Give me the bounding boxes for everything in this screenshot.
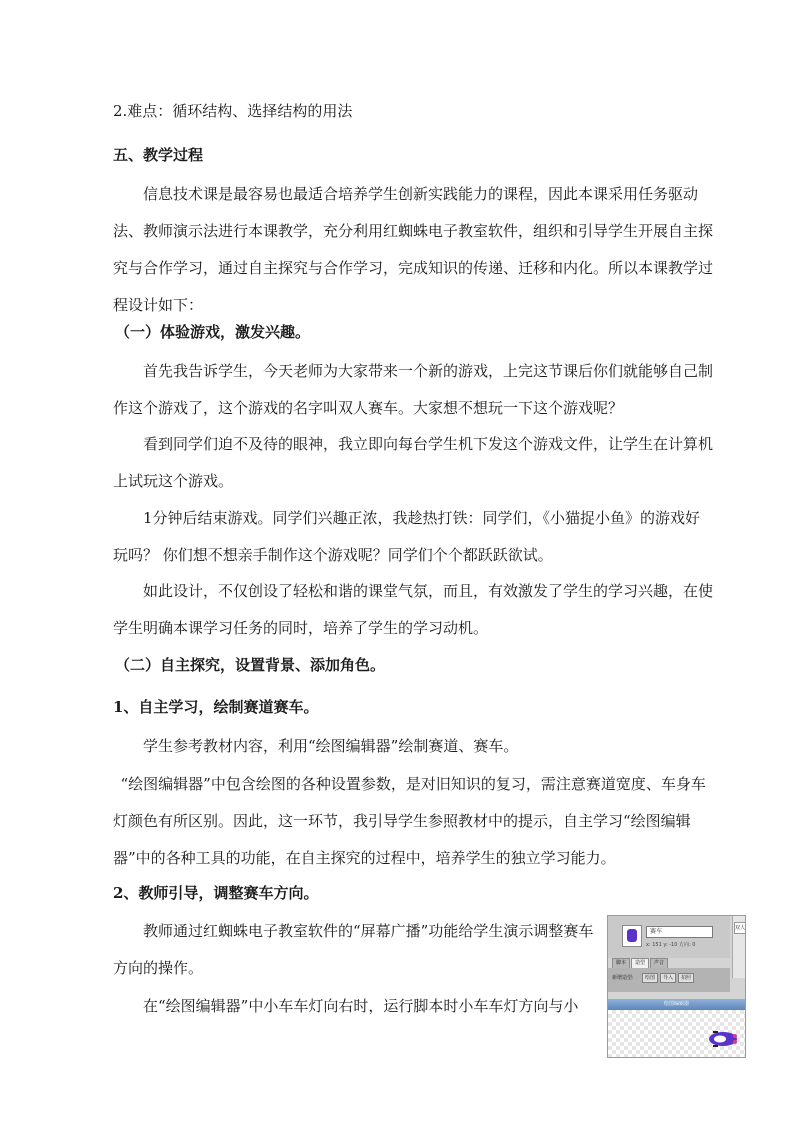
part-one-paragraph-3: 1分钟后结束游戏。同学们兴趣正浓，我趁热打铁：同学们，《小猫捉小鱼》的游戏好玩吗？ 你们想不想亲手制作这个游戏呢？同学们个个都跃跃欲试。 bbox=[113, 509, 701, 564]
part-two-heading: （二）自主探究，设置背景、添加角色。 bbox=[115, 656, 386, 674]
paint-button[interactable]: 绘图 bbox=[642, 973, 658, 983]
race-car-sprite bbox=[707, 1030, 739, 1048]
sprite-info-bar bbox=[608, 916, 730, 958]
stage-side-tab[interactable]: 双人 bbox=[734, 922, 746, 934]
step-one-paragraph-1: 学生参考教材内容，利用“绘图编辑器”绘制赛道、赛车。 bbox=[143, 737, 519, 755]
scratch-editor-screenshot bbox=[607, 915, 746, 1058]
camera-button[interactable]: 拍照 bbox=[678, 973, 694, 983]
sprite-name-field[interactable]: 赛车 bbox=[646, 926, 713, 938]
step-one-heading: 1、自主学习，绘制赛道赛车。 bbox=[113, 698, 319, 716]
editor-tabs bbox=[612, 958, 669, 968]
paint-canvas[interactable] bbox=[608, 1010, 745, 1057]
part-one-paragraph-1: 首先我告诉学生，今天老师为大家带来一个新的游戏，上完这节课后你们就能够自己制作这个游戏了，这个游戏的名字叫双人赛车。大家想不想玩一下这个游戏呢？ bbox=[113, 362, 714, 417]
new-costume-row bbox=[608, 968, 730, 992]
part-one-heading: （一）体验游戏，激发兴趣。 bbox=[115, 323, 311, 341]
new-costume-label: 新增造型: bbox=[612, 975, 634, 981]
step-two-paragraph-1: 教师通过红蜘蛛电子教室软件的“屏幕广播”功能给学生演示调整赛车方向的操作。 bbox=[113, 922, 594, 977]
tab-sounds[interactable]: 声音 bbox=[650, 958, 668, 968]
tab-costumes[interactable]: 造型 bbox=[631, 958, 649, 968]
intro-paragraph: 信息技术课是最容易也最适合培养学生创新实践能力的课程，因此本课采用任务驱动法、教师演示法进行本课教学，充分利用红蜘蛛电子教室软件，组织和引导学生开展自主探究与合作学习，通过自主探究与合作学习，完成知识的传递、迁移和内化。所以本课教学过程设计如下： bbox=[113, 185, 714, 314]
part-one-paragraph-4: 如此设计，不仅创设了轻松和谐的课堂气氛，而且，有效激发了学生的学习兴趣，在使学生明确本课学习任务的同时，培养了学生的学习动机。 bbox=[113, 582, 714, 637]
section-heading-teaching-process: 五、教学过程 bbox=[113, 146, 204, 164]
step-one-paragraph-2: “绘图编辑器”中包含绘图的各种设置参数，是对旧知识的复习，需注意赛道宽度、车身车灯颜色有所区别。因此，这一环节，我引导学生参照教材中的提示，自主学习“绘图编辑器”中的各种工具的功能，在自主探究的过程中，培养学生的独立学习能力。 bbox=[113, 775, 706, 867]
difficulty-line: 2.难点：循环结构、选择结构的用法 bbox=[113, 102, 353, 120]
paint-editor-title: 绘图编辑器 bbox=[663, 1001, 689, 1007]
tab-scripts[interactable]: 脚本 bbox=[612, 958, 630, 968]
step-two-heading: 2、教师引导，调整赛车方向。 bbox=[113, 884, 319, 902]
part-one-paragraph-2: 看到同学们迫不及待的眼神，我立即向每台学生机下发这个游戏文件，让学生在计算机上试玩这个游戏。 bbox=[113, 435, 714, 490]
sprite-coords: x: 151 y: -10 方向: 0 bbox=[646, 942, 696, 948]
paint-editor-titlebar bbox=[608, 999, 745, 1010]
import-button[interactable]: 导入 bbox=[660, 973, 676, 983]
stage-side-panel bbox=[732, 916, 746, 978]
step-two-paragraph-2: 在“绘图编辑器”中小车车灯向右时，运行脚本时小车车灯方向与小 bbox=[143, 997, 579, 1015]
sprite-thumbnail bbox=[622, 925, 642, 947]
